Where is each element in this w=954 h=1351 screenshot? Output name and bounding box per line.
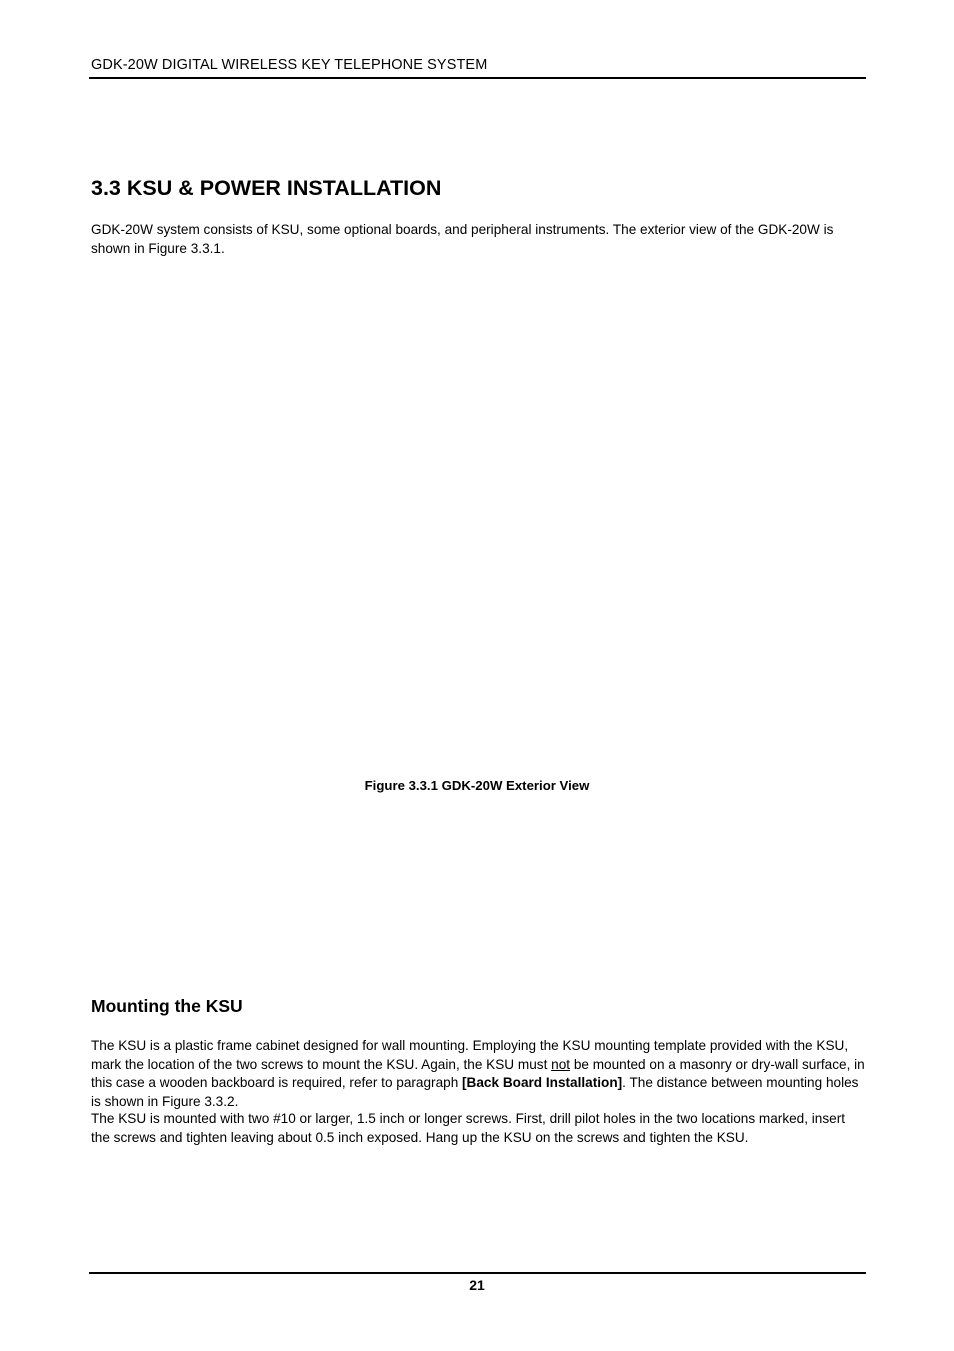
- intro-paragraph: GDK-20W system consists of KSU, some optional boards, and peripheral instruments. The exterior view of the GDK-20W is shown in Figure 3.3.1.: [91, 222, 834, 256]
- mounting-p1-text-2: be mounted on a masonry or dry-wall surface, in this case a wooden backboard is required, refer to paragraph: [91, 1056, 865, 1091]
- running-header: GDK-20W DIGITAL WIRELESS KEY TELEPHONE SYSTEM: [91, 57, 488, 73]
- mounting-p1-reference: [Back Board Installation]: [462, 1075, 623, 1091]
- header-rule: [89, 77, 866, 79]
- mounting-p1-emphasis: not: [551, 1056, 571, 1072]
- page-number: 21: [469, 1277, 485, 1293]
- footer-rule: [89, 1272, 866, 1274]
- subsection-title: Mounting the KSU: [91, 996, 243, 1016]
- mounting-p1-text-1: The KSU is a plastic frame cabinet designed for wall mounting. Employing the KSU mounting template provided with the KSU, mark the location of the two screws to mount the KSU. Again, the KSU must: [91, 1038, 849, 1072]
- mounting-paragraph-2: The KSU is mounted with two #10 or larger, 1.5 inch or longer screws. First, drill pilot holes in the two locations marked, insert the screws and tighten leaving about 0.5 inch exposed. Hang up the KSU on the screws and tighten the KSU.: [91, 1111, 846, 1145]
- figure-image-area: [91, 270, 866, 770]
- mounting-p1-text-3: . The distance between mounting holes is shown in Figure 3.3.2.: [91, 1075, 859, 1109]
- figure-caption: Figure 3.3.1 GDK-20W Exterior View: [364, 778, 590, 793]
- mounting-paragraph-1: [91, 1037, 866, 1111]
- section-title: 3.3 KSU & POWER INSTALLATION: [91, 176, 442, 200]
